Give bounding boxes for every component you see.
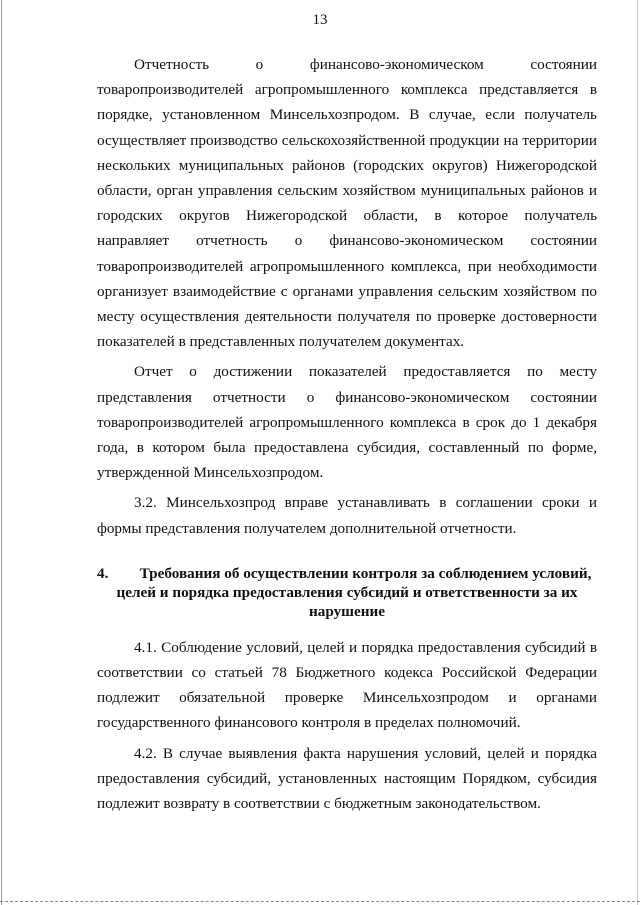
scan-edge-left bbox=[1, 0, 2, 905]
paragraph-4-1: 4.1. Соблюдение условий, целей и порядка предоставления субсидий в соответствии со статьей 78 Бюджетного кодекса Российской Федерации подлежит обязательной проверке Минсельхозпродом и органами государственного финансового контроля в пределах полномочий. bbox=[97, 638, 597, 732]
section-4-number: 4. bbox=[97, 564, 109, 582]
section-4-heading bbox=[97, 564, 597, 621]
paragraph-reporting: Отчетность о финансово-экономическом состоянии товаропроизводителей агропромышленного комплекса представляется в порядке, установленном Минсельхозпродом. В случае, если получатель осуществляет производство сельскохозяйственной продукции на территории нескольких муниципальных районов (городских округов) Нижегородской области, орган управления сельским хозяйством муниципальных районов и городских округов Нижегородской области, в которое получатель направляет отчетность о финансово-экономическом состоянии товаропроизводителей агропромышленного комплекса, при необходимости организует взаимодействие с органами управления сельским хозяйством по месту осуществления деятельности получателя по проверке достоверности показателей в представленных получателем документах. bbox=[97, 56, 597, 351]
section-4-title: Требования об осуществлении контроля за соблюдением условий, целей и порядка предоставления субсидий и ответственности за их нарушение bbox=[116, 564, 592, 620]
page-number: 13 bbox=[312, 12, 328, 28]
scan-edge-right bbox=[637, 0, 638, 905]
paragraph-indicator-report: Отчет о достижении показателей предоставляется по месту представления отчетности о финансово-экономическом состоянии товаропроизводителей агропромышленного комплекса в срок до 1 декабря года, в котором была предоставлена субсидия, составленный по форме, утвержденной Минсельхозпродом. bbox=[97, 363, 597, 482]
paragraph-3-2: 3.2. Минсельхозпрод вправе устанавливать в соглашении сроки и формы представления получателем дополнительной отчетности. bbox=[97, 494, 597, 537]
document-body bbox=[97, 52, 597, 816]
scan-edge-bottom bbox=[0, 900, 640, 902]
paragraph-4-2: 4.2. В случае выявления факта нарушения условий, целей и порядка предоставления субсидий, установленных настоящим Порядком, субсидия подлежит возврату в соответствии с бюджетным законодательством. bbox=[97, 744, 597, 813]
